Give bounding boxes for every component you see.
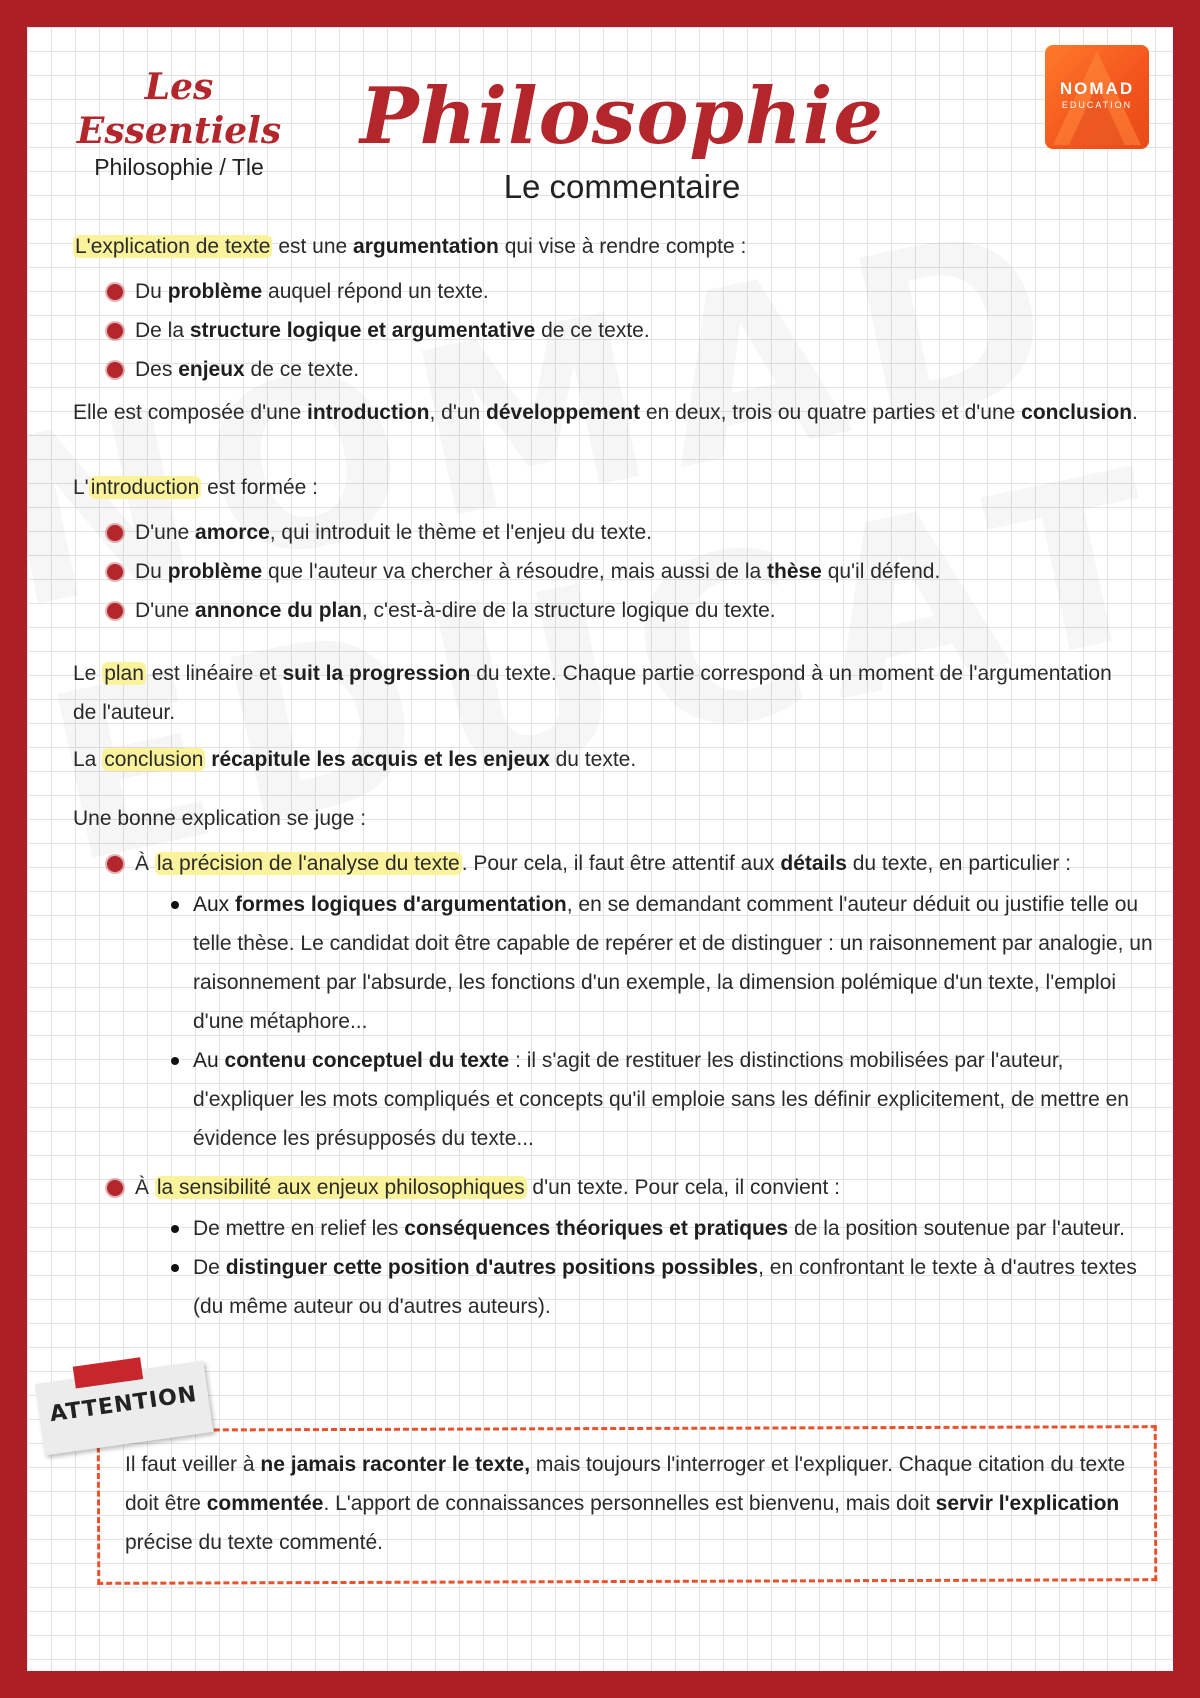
text: Aux bbox=[193, 893, 236, 916]
text: L' bbox=[73, 476, 89, 499]
sub-list-item bbox=[193, 885, 1153, 1041]
sub-list-item bbox=[193, 1248, 1153, 1326]
text: est linéaire et bbox=[145, 662, 283, 685]
text: en deux, trois ou quatre parties et d'une bbox=[640, 401, 1022, 424]
text: du texte, en particulier : bbox=[846, 852, 1072, 875]
text: . Pour cela, il faut être attentif aux bbox=[461, 852, 781, 875]
text: Il faut veiller à bbox=[125, 1453, 261, 1476]
highlight: la sensibilité aux enjeux philosophiques bbox=[156, 1176, 525, 1199]
nomad-logo bbox=[1045, 45, 1149, 149]
highlight: introduction bbox=[90, 476, 200, 499]
spacer bbox=[73, 634, 1153, 654]
page-title: Philosophie bbox=[359, 71, 885, 162]
main-content bbox=[73, 227, 1153, 1330]
highlight: plan bbox=[104, 662, 144, 685]
text: du texte. bbox=[549, 748, 637, 771]
list-item bbox=[107, 350, 1153, 389]
text: Des bbox=[135, 358, 179, 381]
brand-sub: Philosophie / Tle bbox=[94, 154, 264, 180]
sub-list bbox=[135, 1209, 1153, 1326]
explication-list bbox=[73, 272, 1153, 389]
text: mais toujours l'interroger et l'expliquer. Chaque citation du texte doit être bbox=[125, 1453, 1126, 1515]
text: de ce texte. bbox=[535, 319, 650, 342]
text: que l'auteur va chercher à résoudre, mais aussi de la bbox=[262, 560, 767, 583]
text: . L'apport de connaissances personnelles est bienvenu, mais doit bbox=[323, 1492, 936, 1515]
text: D'une bbox=[135, 599, 196, 622]
bold-text: annonce du plan bbox=[195, 599, 362, 622]
bold-text: argumentation bbox=[353, 235, 499, 258]
bold-text: enjeux bbox=[178, 358, 245, 381]
paragraph-composition bbox=[73, 393, 1153, 432]
text: auquel répond un texte. bbox=[262, 280, 489, 303]
text: À bbox=[135, 1176, 155, 1199]
paragraph-conclusion bbox=[73, 740, 1153, 779]
text: Elle est composée d'une bbox=[73, 401, 307, 424]
bold-text: détails bbox=[780, 852, 847, 875]
list-item bbox=[107, 1168, 1153, 1326]
text: De bbox=[193, 1256, 226, 1279]
text: , en se demandant comment l'auteur déduit ou justifie telle ou telle thèse. Le candidat doit être capable de repérer et de distinguer : un raisonnement par analogie, un raisonnement par l'absurde, les fonctions d'un exemple, la dimension polémique d'un texte, l'emploi d'une métaphore... bbox=[193, 893, 1153, 1033]
list-item bbox=[107, 513, 1153, 552]
text: de la position soutenue par l'auteur. bbox=[788, 1217, 1125, 1240]
text: De mettre en relief les bbox=[193, 1217, 405, 1240]
text: de l'auteur. bbox=[73, 701, 176, 724]
text: qu'il défend. bbox=[821, 560, 941, 583]
paragraph-plan bbox=[73, 654, 1153, 732]
paragraph-explication bbox=[73, 227, 1153, 266]
bold-text: amorce bbox=[195, 521, 270, 544]
text: , c'est-à-dire de la structure logique du texte. bbox=[361, 599, 776, 622]
list-item bbox=[107, 552, 1153, 591]
text: de ce texte. bbox=[244, 358, 360, 381]
brand-block bbox=[69, 65, 289, 181]
highlight: la précision de l'analyse du texte bbox=[156, 852, 460, 875]
text: , en confrontant le texte à d'autres textes (du même auteur ou d'autres auteurs). bbox=[193, 1256, 1137, 1318]
paragraph-bonne-explication: Une bonne explication se juge : bbox=[73, 807, 367, 830]
bold-text: suit la progression bbox=[282, 662, 471, 685]
introduction-list bbox=[73, 513, 1153, 630]
text: du texte. Chaque partie correspond à un moment de l'argumentation bbox=[470, 662, 1112, 685]
highlight: L'explication de texte bbox=[75, 235, 271, 258]
logo-text-education: EDUCATION bbox=[1061, 100, 1133, 110]
spacer bbox=[73, 779, 1153, 799]
text: De la bbox=[135, 319, 190, 342]
attention-label: ATTENTION bbox=[48, 1381, 199, 1428]
spacer bbox=[73, 432, 1153, 468]
page-subtitle: Le commentaire bbox=[503, 168, 741, 205]
brand-script: Les Essentiels bbox=[76, 66, 282, 152]
text: . bbox=[1132, 401, 1138, 424]
bold-text: structure logique et argumentative bbox=[189, 319, 536, 342]
text: À bbox=[135, 852, 155, 875]
sub-list-item bbox=[193, 1041, 1153, 1158]
bold-text: développement bbox=[486, 401, 641, 424]
paragraph-introduction bbox=[73, 468, 1153, 507]
text: précise du texte commenté. bbox=[125, 1531, 383, 1554]
bold-text: conclusion bbox=[1021, 401, 1133, 424]
bold-text: contenu conceptuel du texte bbox=[224, 1049, 510, 1072]
text: , qui introduit le thème et l'enjeu du texte. bbox=[269, 521, 653, 544]
bold-text: servir l'explication bbox=[935, 1492, 1120, 1515]
list-item bbox=[107, 311, 1153, 350]
bold-text: conséquences théoriques et pratiques bbox=[404, 1217, 789, 1240]
text: : il s'agit de restituer les distinctions mobilisées par l'auteur, d'expliquer les mots compliqués et concepts qu'il emploie sans les définir explicitement, de mettre en évidence les présupposés du texte... bbox=[193, 1049, 1129, 1150]
text: Du bbox=[135, 280, 168, 303]
logo-text-nomad: NOMAD bbox=[1059, 79, 1135, 98]
spacer bbox=[73, 732, 1153, 740]
bold-text: ne jamais raconter le texte, bbox=[260, 1453, 531, 1476]
text: , d'un bbox=[429, 401, 487, 424]
criteria-list bbox=[73, 844, 1153, 1326]
list-item bbox=[107, 591, 1153, 630]
sub-list bbox=[135, 885, 1153, 1158]
bold-text: problème bbox=[167, 560, 263, 583]
text: qui vise à rendre compte : bbox=[498, 235, 747, 258]
highlight: conclusion bbox=[104, 748, 204, 771]
text: est formée : bbox=[201, 476, 318, 499]
bold-text: formes logiques d'argumentation bbox=[235, 893, 567, 916]
list-item bbox=[107, 844, 1153, 1158]
page-sheet bbox=[27, 27, 1173, 1671]
bold-text: récapitule les acquis et les enjeux bbox=[211, 748, 550, 771]
attention-text bbox=[125, 1445, 1145, 1562]
bold-text: problème bbox=[167, 280, 263, 303]
sub-list-item bbox=[193, 1209, 1153, 1248]
text: d'un texte. Pour cela, il convient : bbox=[526, 1176, 840, 1199]
text: est une bbox=[272, 235, 354, 258]
bold-text: thèse bbox=[767, 560, 822, 583]
text: Du bbox=[135, 560, 168, 583]
text: Au bbox=[193, 1049, 225, 1072]
text: Le bbox=[73, 662, 103, 685]
bold-text: distinguer cette position d'autres positions possibles bbox=[225, 1256, 759, 1279]
bold-text: introduction bbox=[306, 401, 430, 424]
text: D'une bbox=[135, 521, 196, 544]
text: La bbox=[73, 748, 103, 771]
tape-icon bbox=[73, 1357, 143, 1388]
list-item bbox=[107, 272, 1153, 311]
bold-text: commentée bbox=[206, 1492, 324, 1515]
